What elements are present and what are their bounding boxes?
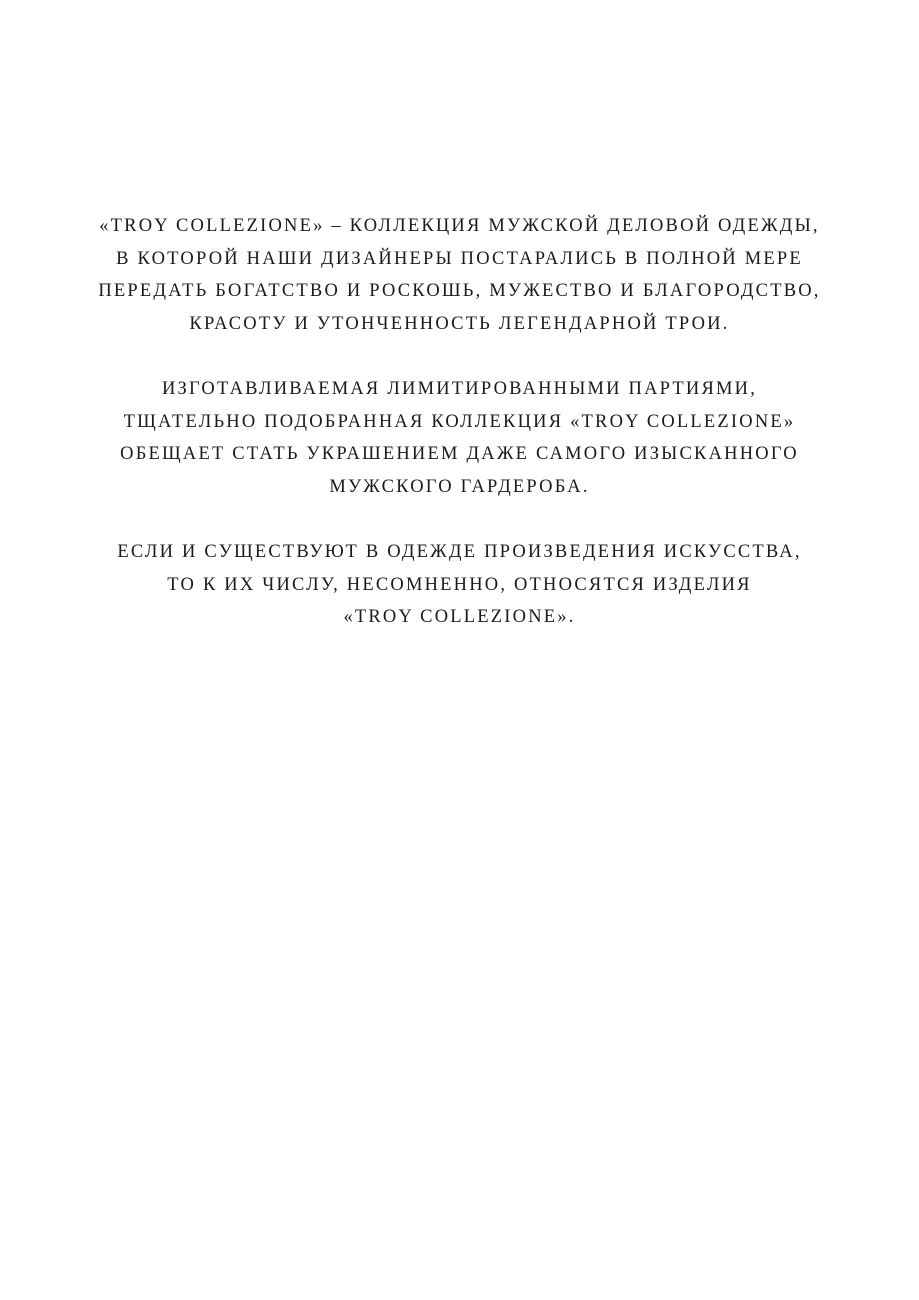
- text-line: ТО К ИХ ЧИСЛУ, НЕСОМНЕННО, ОТНОСЯТСЯ ИЗДЕЛИЯ: [167, 574, 752, 595]
- paragraph-intro: [0, 210, 919, 340]
- body-text: [0, 210, 919, 667]
- text-line: ПЕРЕДАТЬ БОГАТСТВО И РОСКОШЬ, МУЖЕСТВО И БЛАГОРОДСТВО,: [98, 281, 821, 301]
- text-line: ТЩАТЕЛЬНО ПОДОБРАННАЯ КОЛЛЕКЦИЯ «TROY COLLEZIONE»: [123, 411, 796, 432]
- paragraph-limited-edition: [0, 373, 919, 503]
- text-line: «TROY COLLEZIONE».: [343, 607, 576, 627]
- text-line: В КОТОРОЙ НАШИ ДИЗАЙНЕРЫ ПОСТАРАЛИСЬ В ПОЛНОЙ МЕРЕ: [116, 248, 803, 269]
- text-line: МУЖСКОГО ГАРДЕРОБА.: [329, 476, 590, 497]
- text-line: ИЗГОТАВЛИВАЕМАЯ ЛИМИТИРОВАННЫМИ ПАРТИЯМИ,: [161, 379, 758, 399]
- paragraph-art: [0, 536, 919, 634]
- text-line: ОБЕЩАЕТ СТАТЬ УКРАШЕНИЕМ ДАЖЕ САМОГО ИЗЫСКАННОГО: [120, 444, 799, 464]
- text-line: ЕСЛИ И СУЩЕСТВУЮТ В ОДЕЖДЕ ПРОИЗВЕДЕНИЯ ИСКУССТВА,: [117, 542, 802, 562]
- text-line: «TROY COLLEZIONE» – КОЛЛЕКЦИЯ МУЖСКОЙ ДЕЛОВОЙ ОДЕЖДЫ,: [99, 216, 820, 236]
- text-line: КРАСОТУ И УТОНЧЕННОСТЬ ЛЕГЕНДАРНОЙ ТРОИ.: [189, 313, 730, 334]
